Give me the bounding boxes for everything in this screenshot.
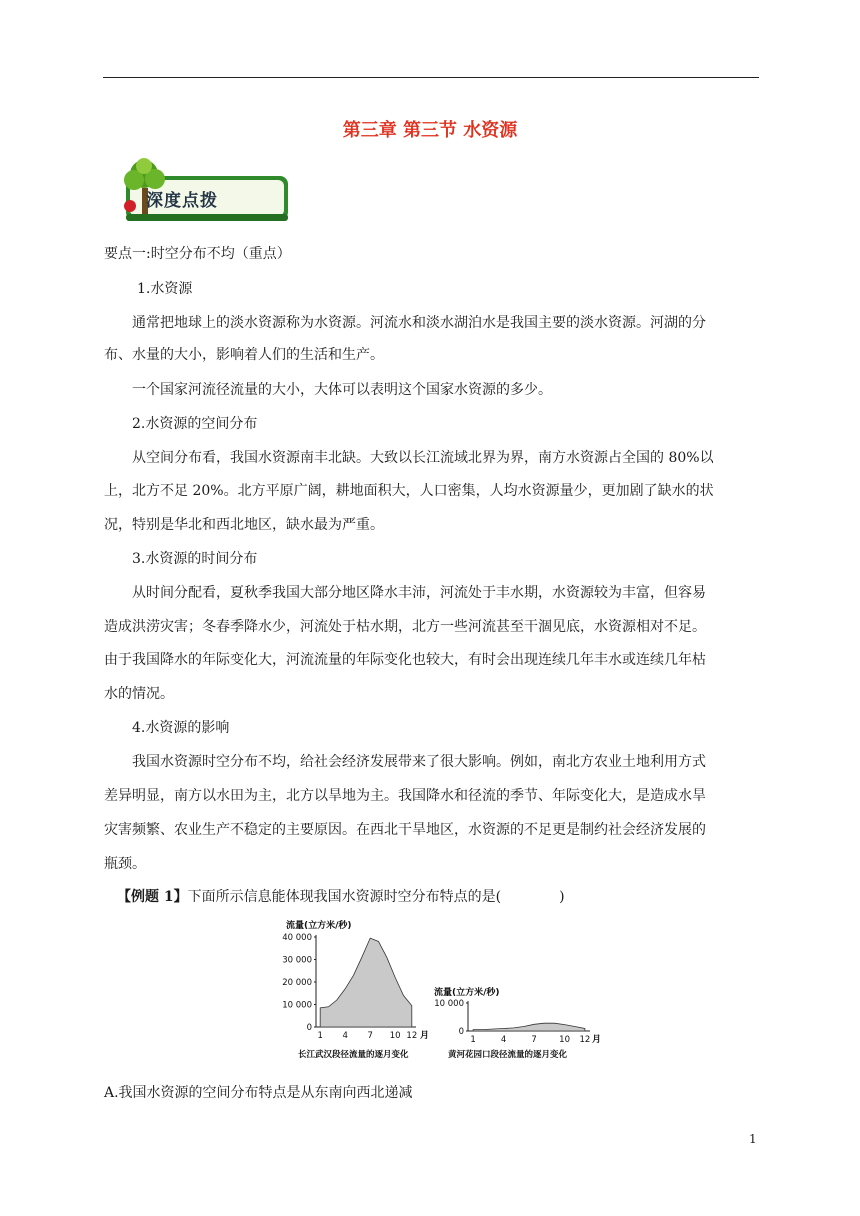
- chart-title: 黄河花园口段径流量的逐月变化: [448, 1050, 568, 1060]
- x-tick-label: 10: [559, 1035, 570, 1045]
- y-tick-label: 10 000: [282, 1000, 312, 1011]
- example-blank-close: ): [559, 889, 565, 905]
- paragraph-line: 造成洪涝灾害；冬春季降水少，河流处于枯水期，北方一些河流甚至干涸见底，水资源相对不足。: [104, 619, 706, 635]
- x-tick-label: 10: [389, 1031, 401, 1041]
- paragraph-line: 差异明显，南方以水田为主，北方以旱地为主。我国降水和径流的季节、年际变化大，是造成水旱: [104, 788, 706, 804]
- paragraph-line: 况，特别是华北和西北地区，缺水最为严重。: [104, 517, 384, 533]
- paragraph-line: 水的情况。: [104, 686, 174, 702]
- example-question: [117, 887, 565, 907]
- x-tick-label: 1: [470, 1035, 476, 1045]
- page-number: 1: [749, 1132, 757, 1146]
- series-area: [320, 938, 412, 1027]
- example-label: 【例题 1】: [117, 889, 188, 905]
- paragraph-line: 从空间分布看，我国水资源南丰北缺。大致以长江流域北界为界，南方水资源占全国的 80%以: [132, 450, 714, 466]
- section-badge: [104, 154, 294, 226]
- example-text: 下面所示信息能体现我国水资源时空分布特点的是(: [187, 889, 502, 905]
- chart-yellow-river: [430, 985, 610, 1065]
- x-tick-label: 4: [500, 1035, 507, 1045]
- y-tick-label: 40 000: [282, 933, 312, 943]
- x-tick-label: 4: [342, 1031, 348, 1041]
- y-tick-label: 0: [306, 1023, 312, 1033]
- key-point-heading: 要点一:时空分布不均（重点）: [104, 246, 291, 262]
- x-tick-label: 1: [317, 1031, 323, 1041]
- chart-yangtze: [276, 915, 442, 1065]
- section-heading: 4.水资源的影响: [132, 720, 230, 736]
- chart-xlabel: 月: [420, 1031, 430, 1041]
- page-title: 第三章 第三节 水资源: [342, 120, 518, 141]
- y-tick-label: 20 000: [282, 978, 312, 988]
- header-rule: [103, 77, 759, 78]
- paragraph-line: 布、水量的大小，影响着人们的生活和生产。: [104, 347, 384, 363]
- x-tick-label: 7: [367, 1031, 373, 1041]
- chart-ylabel: 流量(立方米/秒): [286, 921, 352, 931]
- x-tick-label: 12: [406, 1031, 418, 1041]
- chart-xlabel: 月: [592, 1035, 602, 1045]
- x-tick-label: 7: [531, 1035, 537, 1045]
- paragraph-line: 从时间分配看，夏秋季我国大部分地区降水丰沛，河流处于丰水期，水资源较为丰富，但容易: [132, 585, 706, 601]
- series-area: [473, 1023, 585, 1031]
- y-tick-label: 30 000: [282, 955, 312, 966]
- y-tick-label: 0: [458, 1027, 464, 1037]
- paragraph-line: 通常把地球上的淡水资源称为水资源。河流水和淡水湖泊水是我国主要的淡水资源。河湖的分: [132, 315, 706, 331]
- chart-ylabel: 流量(立方米/秒): [434, 988, 500, 998]
- paragraph-line: 瓶颈。: [104, 856, 146, 872]
- x-tick-label: 12: [579, 1035, 591, 1045]
- paragraph-line: 灾害频繁、农业生产不稳定的主要原因。在西北干旱地区，水资源的不足更是制约社会经济发展的: [104, 822, 706, 838]
- paragraph-line: 由于我国降水的年际变化大，河流流量的年际变化也较大，有时会出现连续几年丰水或连续几年枯: [104, 652, 706, 668]
- section-heading: 2.水资源的空间分布: [132, 416, 258, 432]
- section-heading: 3.水资源的时间分布: [132, 551, 258, 567]
- section-heading: 1.水资源: [137, 281, 193, 297]
- option-a: A.我国水资源的空间分布特点是从东南向西北递减: [104, 1085, 413, 1101]
- paragraph-line: 上，北方不足 20%。北方平原广阔，耕地面积大，人口密集，人均水资源量少，更加剧了缺水的状: [104, 483, 714, 499]
- paragraph-line: 一个国家河流径流量的大小，大体可以表明这个国家水资源的多少。: [132, 382, 552, 398]
- y-tick-label: 10 000: [434, 999, 464, 1009]
- badge-label: 深度点拨: [146, 191, 218, 211]
- paragraph-line: 我国水资源时空分布不均，给社会经济发展带来了很大影响。例如，南北方农业土地利用方式: [132, 754, 706, 770]
- chart-title: 长江武汉段径流量的逐月变化: [298, 1050, 409, 1060]
